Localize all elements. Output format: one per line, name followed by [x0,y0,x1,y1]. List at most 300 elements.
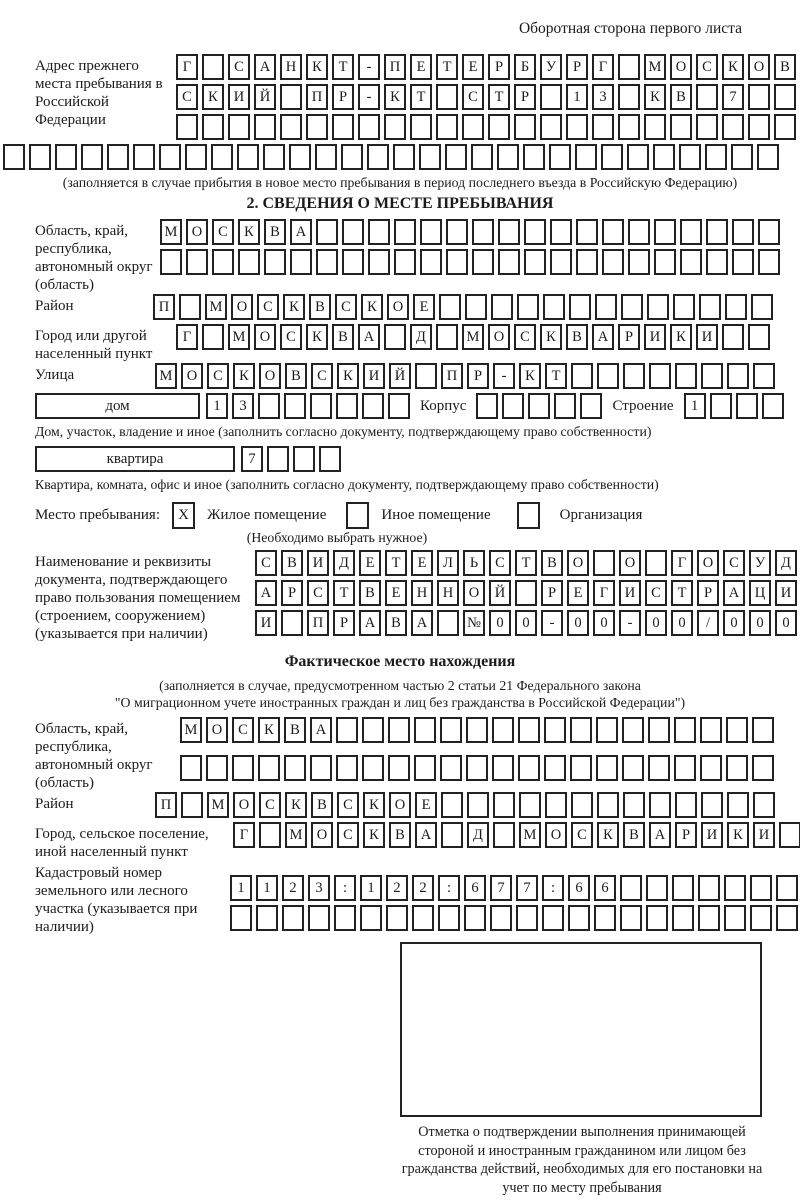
char-box[interactable] [441,792,463,818]
char-box[interactable]: 3 [308,875,330,901]
char-box[interactable]: Ь [463,550,485,576]
char-box[interactable] [488,114,510,140]
char-box[interactable]: Т [488,84,510,110]
char-box[interactable] [592,114,614,140]
char-box[interactable] [388,393,410,419]
char-box[interactable] [3,144,25,170]
char-box[interactable] [698,905,720,931]
char-box[interactable] [568,905,590,931]
char-box[interactable]: К [644,84,666,110]
char-box[interactable] [680,219,702,245]
char-box[interactable]: С [337,792,359,818]
char-box[interactable]: Р [467,363,489,389]
char-box[interactable]: Р [618,324,640,350]
char-box[interactable] [674,755,696,781]
char-box[interactable]: О [233,792,255,818]
char-box[interactable] [502,393,524,419]
char-box[interactable] [675,792,697,818]
char-box[interactable]: Т [333,580,355,606]
char-box[interactable] [757,144,779,170]
char-box[interactable]: 7 [490,875,512,901]
char-box[interactable] [710,393,732,419]
char-box[interactable]: Р [541,580,563,606]
char-box[interactable] [316,249,338,275]
city-row[interactable] [176,324,770,350]
char-box[interactable] [412,905,434,931]
char-box[interactable] [594,905,616,931]
char-box[interactable] [570,717,592,743]
char-box[interactable] [466,755,488,781]
char-box[interactable]: П [155,792,177,818]
char-box[interactable] [544,717,566,743]
char-box[interactable]: В [359,580,381,606]
char-box[interactable] [467,792,489,818]
char-box[interactable] [523,144,545,170]
char-box[interactable] [332,114,354,140]
char-box[interactable] [133,144,155,170]
char-box[interactable]: 3 [232,393,254,419]
char-box[interactable] [498,249,520,275]
apartment-cells[interactable] [241,446,341,472]
char-box[interactable]: В [566,324,588,350]
char-box[interactable]: О [389,792,411,818]
char-box[interactable]: В [623,822,645,848]
actual-city-row[interactable] [233,822,800,848]
char-box[interactable]: Й [489,580,511,606]
char-box[interactable] [256,905,278,931]
char-box[interactable] [212,249,234,275]
char-box[interactable] [675,363,697,389]
char-box[interactable]: 0 [775,610,797,636]
char-box[interactable] [750,905,772,931]
char-box[interactable] [414,755,436,781]
char-box[interactable]: 0 [749,610,771,636]
char-box[interactable]: 6 [568,875,590,901]
char-box[interactable] [514,114,536,140]
char-box[interactable] [762,393,784,419]
char-box[interactable]: К [519,363,541,389]
char-box[interactable] [758,219,780,245]
char-box[interactable]: С [259,792,281,818]
char-box[interactable] [649,792,671,818]
char-box[interactable]: И [307,550,329,576]
char-box[interactable]: В [284,717,306,743]
char-box[interactable] [654,219,676,245]
char-box[interactable] [516,905,538,931]
char-box[interactable] [284,755,306,781]
char-box[interactable] [622,717,644,743]
char-box[interactable]: О [387,294,409,320]
char-box[interactable]: У [540,54,562,80]
char-box[interactable]: О [545,822,567,848]
char-box[interactable]: О [311,822,333,848]
char-box[interactable] [542,905,564,931]
char-box[interactable] [415,363,437,389]
char-box[interactable] [310,393,332,419]
char-box[interactable] [493,792,515,818]
char-box[interactable] [597,792,619,818]
char-box[interactable] [576,249,598,275]
char-box[interactable] [576,219,598,245]
char-box[interactable] [315,144,337,170]
char-box[interactable]: М [180,717,202,743]
char-box[interactable] [306,114,328,140]
char-box[interactable] [437,610,459,636]
char-box[interactable] [368,219,390,245]
char-box[interactable] [628,249,650,275]
char-box[interactable] [289,144,311,170]
char-box[interactable]: Р [281,580,303,606]
char-box[interactable] [237,144,259,170]
char-box[interactable] [284,393,306,419]
char-box[interactable] [498,219,520,245]
char-box[interactable] [176,114,198,140]
char-box[interactable] [679,144,701,170]
char-box[interactable]: С [311,363,333,389]
char-box[interactable]: О [567,550,589,576]
char-box[interactable] [748,324,770,350]
char-box[interactable] [180,755,202,781]
char-box[interactable] [438,905,460,931]
char-box[interactable]: : [334,875,356,901]
char-box[interactable] [753,792,775,818]
char-box[interactable] [362,755,384,781]
actual-region-row-2[interactable] [180,755,774,781]
char-box[interactable] [646,905,668,931]
char-box[interactable]: Л [437,550,459,576]
char-box[interactable]: - [493,363,515,389]
char-box[interactable] [736,393,758,419]
char-box[interactable]: Р [566,54,588,80]
char-box[interactable] [602,219,624,245]
char-box[interactable] [570,755,592,781]
char-box[interactable]: Е [410,54,432,80]
char-box[interactable]: М [285,822,307,848]
char-box[interactable]: К [727,822,749,848]
char-box[interactable] [620,905,642,931]
char-box[interactable]: 0 [515,610,537,636]
char-box[interactable] [238,249,260,275]
street-row[interactable] [155,363,775,389]
residential-checkbox[interactable]: X [172,502,195,529]
char-box[interactable]: Р [488,54,510,80]
char-box[interactable]: М [462,324,484,350]
char-box[interactable] [602,249,624,275]
char-box[interactable] [263,144,285,170]
char-box[interactable] [550,219,572,245]
char-box[interactable]: 0 [489,610,511,636]
char-box[interactable] [517,294,539,320]
char-box[interactable] [445,144,467,170]
char-box[interactable]: А [649,822,671,848]
char-box[interactable] [700,755,722,781]
char-box[interactable] [726,717,748,743]
char-box[interactable] [446,249,468,275]
char-box[interactable]: С [212,219,234,245]
char-box[interactable]: Т [545,363,567,389]
char-box[interactable]: П [441,363,463,389]
char-box[interactable] [654,249,676,275]
char-box[interactable] [648,717,670,743]
char-box[interactable] [491,294,513,320]
char-box[interactable]: 0 [567,610,589,636]
char-box[interactable] [620,875,642,901]
char-box[interactable] [259,822,281,848]
char-box[interactable] [206,755,228,781]
char-box[interactable]: В [670,84,692,110]
char-box[interactable]: К [337,363,359,389]
char-box[interactable]: 0 [723,610,745,636]
char-box[interactable] [414,717,436,743]
char-box[interactable]: : [542,875,564,901]
char-box[interactable]: В [311,792,333,818]
char-box[interactable]: Т [671,580,693,606]
char-box[interactable]: К [384,84,406,110]
document-row-1[interactable] [255,550,797,576]
char-box[interactable] [280,114,302,140]
district-row[interactable] [153,294,773,320]
char-box[interactable]: С [280,324,302,350]
char-box[interactable]: И [753,822,775,848]
char-box[interactable]: Г [176,324,198,350]
char-box[interactable]: 1 [684,393,706,419]
previous-address-row-1[interactable] [176,54,796,80]
char-box[interactable] [618,84,640,110]
char-box[interactable] [696,84,718,110]
char-box[interactable] [732,249,754,275]
char-box[interactable] [264,249,286,275]
char-box[interactable]: М [205,294,227,320]
char-box[interactable] [644,114,666,140]
region-row-1[interactable] [160,219,780,245]
char-box[interactable] [464,905,486,931]
char-box[interactable] [623,792,645,818]
previous-address-row-2[interactable] [176,84,796,110]
char-box[interactable]: Р [697,580,719,606]
char-box[interactable]: О [488,324,510,350]
char-box[interactable] [160,249,182,275]
char-box[interactable] [254,114,276,140]
char-box[interactable] [493,822,515,848]
char-box[interactable] [621,294,643,320]
char-box[interactable]: С [228,54,250,80]
char-box[interactable]: С [645,580,667,606]
char-box[interactable] [439,294,461,320]
char-box[interactable] [465,294,487,320]
char-box[interactable] [706,219,728,245]
char-box[interactable] [670,114,692,140]
char-box[interactable] [341,144,363,170]
char-box[interactable] [528,393,550,419]
char-box[interactable]: К [202,84,224,110]
char-box[interactable]: О [619,550,641,576]
char-box[interactable]: М [160,219,182,245]
char-box[interactable]: С [207,363,229,389]
char-box[interactable]: 0 [671,610,693,636]
char-box[interactable] [492,755,514,781]
char-box[interactable]: В [264,219,286,245]
char-box[interactable] [699,294,721,320]
document-row-2[interactable] [255,580,797,606]
char-box[interactable]: К [258,717,280,743]
char-box[interactable] [367,144,389,170]
char-box[interactable]: А [254,54,276,80]
char-box[interactable] [310,755,332,781]
char-box[interactable] [748,84,770,110]
char-box[interactable]: О [254,324,276,350]
char-box[interactable] [726,755,748,781]
char-box[interactable] [750,875,772,901]
char-box[interactable]: Т [332,54,354,80]
char-box[interactable]: Д [467,822,489,848]
char-box[interactable] [776,905,798,931]
char-box[interactable] [698,875,720,901]
char-box[interactable]: К [283,294,305,320]
char-box[interactable]: И [644,324,666,350]
char-box[interactable] [230,905,252,931]
cadastral-row-1[interactable] [230,875,798,901]
char-box[interactable] [674,717,696,743]
char-box[interactable] [362,717,384,743]
char-box[interactable] [649,363,671,389]
char-box[interactable]: С [335,294,357,320]
char-box[interactable] [394,249,416,275]
char-box[interactable]: И [696,324,718,350]
char-box[interactable] [680,249,702,275]
char-box[interactable]: С [514,324,536,350]
char-box[interactable] [571,792,593,818]
char-box[interactable] [472,219,494,245]
char-box[interactable] [384,324,406,350]
char-box[interactable]: 2 [386,875,408,901]
char-box[interactable]: С [232,717,254,743]
char-box[interactable] [515,580,537,606]
char-box[interactable]: К [233,363,255,389]
char-box[interactable]: № [463,610,485,636]
char-box[interactable]: Н [437,580,459,606]
document-row-3[interactable] [255,610,797,636]
char-box[interactable] [751,294,773,320]
char-box[interactable]: 1 [256,875,278,901]
char-box[interactable] [81,144,103,170]
char-box[interactable] [672,905,694,931]
char-box[interactable] [420,249,442,275]
char-box[interactable]: 7 [241,446,263,472]
char-box[interactable] [497,144,519,170]
char-box[interactable]: С [489,550,511,576]
char-box[interactable] [647,294,669,320]
char-box[interactable] [462,114,484,140]
char-box[interactable]: О [259,363,281,389]
char-box[interactable] [724,875,746,901]
char-box[interactable] [753,363,775,389]
char-box[interactable]: Е [462,54,484,80]
char-box[interactable]: П [153,294,175,320]
char-box[interactable] [519,792,541,818]
char-box[interactable] [596,717,618,743]
char-box[interactable] [368,249,390,275]
char-box[interactable] [436,84,458,110]
char-box[interactable]: М [644,54,666,80]
char-box[interactable]: Н [280,54,302,80]
char-box[interactable]: Р [514,84,536,110]
char-box[interactable] [55,144,77,170]
char-box[interactable]: О [463,580,485,606]
char-box[interactable] [673,294,695,320]
char-box[interactable]: А [359,610,381,636]
char-box[interactable]: К [363,792,385,818]
char-box[interactable]: П [307,610,329,636]
char-box[interactable]: С [176,84,198,110]
char-box[interactable]: С [255,550,277,576]
char-box[interactable]: - [619,610,641,636]
char-box[interactable]: П [306,84,328,110]
char-box[interactable] [290,249,312,275]
char-box[interactable]: А [290,219,312,245]
char-box[interactable] [293,446,315,472]
char-box[interactable] [758,249,780,275]
char-box[interactable] [362,393,384,419]
char-box[interactable]: О [670,54,692,80]
char-box[interactable]: / [697,610,719,636]
char-box[interactable] [646,875,668,901]
char-box[interactable] [724,905,746,931]
char-box[interactable]: А [415,822,437,848]
char-box[interactable] [393,144,415,170]
char-box[interactable] [566,114,588,140]
char-box[interactable]: К [363,822,385,848]
char-box[interactable]: И [363,363,385,389]
korpus-cells[interactable] [476,393,602,419]
char-box[interactable]: Р [333,610,355,636]
char-box[interactable] [571,363,593,389]
char-box[interactable] [490,905,512,931]
char-box[interactable] [596,755,618,781]
char-box[interactable] [336,755,358,781]
char-box[interactable]: К [540,324,562,350]
char-box[interactable]: 1 [360,875,382,901]
char-box[interactable]: 0 [645,610,667,636]
char-box[interactable]: : [438,875,460,901]
char-box[interactable]: О [181,363,203,389]
char-box[interactable] [319,446,341,472]
char-box[interactable] [722,324,744,350]
char-box[interactable] [384,114,406,140]
char-box[interactable] [732,219,754,245]
actual-region-row-1[interactable] [180,717,774,743]
char-box[interactable]: М [155,363,177,389]
char-box[interactable]: В [385,610,407,636]
char-box[interactable] [419,144,441,170]
char-box[interactable] [308,905,330,931]
char-box[interactable]: К [670,324,692,350]
char-box[interactable]: Е [359,550,381,576]
char-box[interactable]: 0 [593,610,615,636]
char-box[interactable]: И [228,84,250,110]
char-box[interactable]: Т [385,550,407,576]
char-box[interactable]: С [696,54,718,80]
char-box[interactable] [706,249,728,275]
char-box[interactable]: Й [389,363,411,389]
char-box[interactable] [597,363,619,389]
char-box[interactable]: А [411,610,433,636]
char-box[interactable]: К [306,54,328,80]
char-box[interactable] [420,219,442,245]
char-box[interactable]: Е [415,792,437,818]
char-box[interactable] [388,717,410,743]
char-box[interactable] [159,144,181,170]
char-box[interactable]: С [337,822,359,848]
